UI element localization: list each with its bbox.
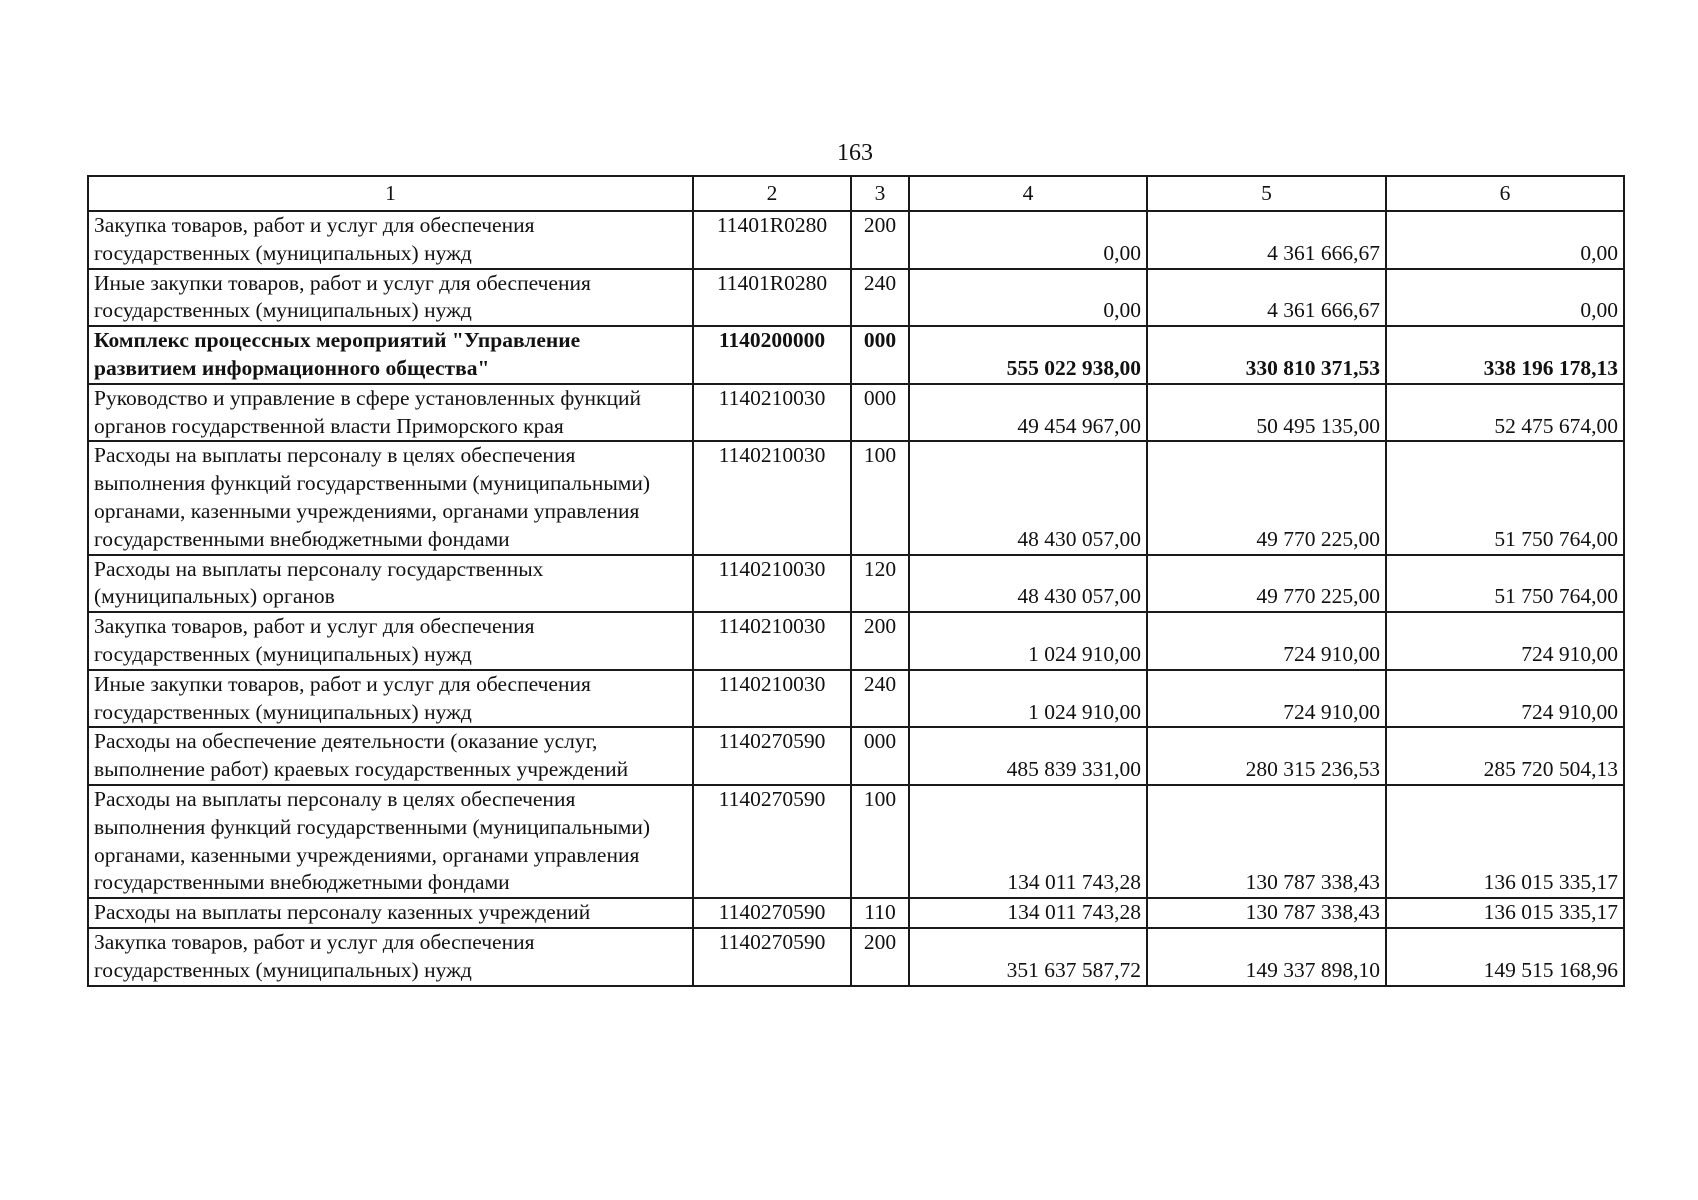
row-amount-col6-cell: 0,00 — [1386, 269, 1624, 327]
page-number: 163 — [837, 140, 873, 166]
row-amount-col6-cell: 136 015 335,17 — [1386, 785, 1624, 898]
row-expense-type-cell: 200 — [851, 211, 909, 269]
row-target-code-cell: 1140210030 — [693, 555, 851, 613]
table-row — [88, 269, 1624, 327]
row-amount-col5-cell: 49 770 225,00 — [1147, 441, 1386, 554]
row-expense-type-cell: 000 — [851, 384, 909, 442]
row-expense-type-cell: 240 — [851, 269, 909, 327]
row-name-cell: Комплекс процессных мероприятий "Управление развитием информационного общества" — [88, 326, 693, 384]
row-name-cell: Иные закупки товаров, работ и услуг для обеспечения государственных (муниципальных) нужд — [88, 269, 693, 327]
row-amount-col5-cell: 280 315 236,53 — [1147, 727, 1386, 785]
row-amount-col4-cell: 134 011 743,28 — [909, 785, 1147, 898]
row-amount-col5-cell: 724 910,00 — [1147, 612, 1386, 670]
row-amount-col6-cell: 338 196 178,13 — [1386, 326, 1624, 384]
row-name-cell: Расходы на выплаты персоналу в целях обеспечения выполнения функций государственными (муниципальными) органами, казенными учреждениями, органами управления государственными внебюджетными фондами — [88, 785, 693, 898]
column-header-2: 2 — [693, 176, 851, 211]
row-amount-col4-cell: 485 839 331,00 — [909, 727, 1147, 785]
row-expense-type-cell: 200 — [851, 928, 909, 986]
row-amount-col5-cell: 330 810 371,53 — [1147, 326, 1386, 384]
row-amount-col6-cell: 52 475 674,00 — [1386, 384, 1624, 442]
row-amount-col6-cell: 149 515 168,96 — [1386, 928, 1624, 986]
row-amount-col6-cell: 285 720 504,13 — [1386, 727, 1624, 785]
row-expense-type-cell: 000 — [851, 727, 909, 785]
row-expense-type-cell: 120 — [851, 555, 909, 613]
row-amount-col6-cell: 0,00 — [1386, 211, 1624, 269]
table-row — [88, 326, 1624, 384]
row-amount-col5-cell: 130 787 338,43 — [1147, 785, 1386, 898]
table-row — [88, 211, 1624, 269]
row-amount-col6-cell: 724 910,00 — [1386, 612, 1624, 670]
row-target-code-cell: 1140270590 — [693, 898, 851, 928]
row-amount-col6-cell: 51 750 764,00 — [1386, 555, 1624, 613]
row-amount-col4-cell: 49 454 967,00 — [909, 384, 1147, 442]
row-name-cell: Расходы на выплаты персоналу государственных (муниципальных) органов — [88, 555, 693, 613]
table-row — [88, 670, 1624, 728]
row-amount-col4-cell: 0,00 — [909, 211, 1147, 269]
column-header-3: 3 — [851, 176, 909, 211]
row-expense-type-cell: 240 — [851, 670, 909, 728]
row-target-code-cell: 11401R0280 — [693, 211, 851, 269]
row-amount-col5-cell: 50 495 135,00 — [1147, 384, 1386, 442]
column-header-4: 4 — [909, 176, 1147, 211]
row-amount-col4-cell: 1 024 910,00 — [909, 670, 1147, 728]
row-expense-type-cell: 200 — [851, 612, 909, 670]
row-amount-col5-cell: 4 361 666,67 — [1147, 211, 1386, 269]
row-target-code-cell: 1140270590 — [693, 785, 851, 898]
row-target-code-cell: 1140210030 — [693, 670, 851, 728]
row-expense-type-cell: 000 — [851, 326, 909, 384]
row-amount-col5-cell: 4 361 666,67 — [1147, 269, 1386, 327]
row-target-code-cell: 11401R0280 — [693, 269, 851, 327]
row-expense-type-cell: 110 — [851, 898, 909, 928]
row-name-cell: Иные закупки товаров, работ и услуг для обеспечения государственных (муниципальных) нужд — [88, 670, 693, 728]
row-name-cell: Закупка товаров, работ и услуг для обеспечения государственных (муниципальных) нужд — [88, 211, 693, 269]
table-header-row — [88, 176, 1624, 211]
row-amount-col4-cell: 48 430 057,00 — [909, 441, 1147, 554]
column-header-6: 6 — [1386, 176, 1624, 211]
row-target-code-cell: 1140210030 — [693, 612, 851, 670]
column-header-1: 1 — [88, 176, 693, 211]
row-amount-col6-cell: 136 015 335,17 — [1386, 898, 1624, 928]
row-amount-col5-cell: 149 337 898,10 — [1147, 928, 1386, 986]
table-row — [88, 384, 1624, 442]
table-row — [88, 555, 1624, 613]
row-amount-col6-cell: 51 750 764,00 — [1386, 441, 1624, 554]
row-amount-col4-cell: 48 430 057,00 — [909, 555, 1147, 613]
row-amount-col4-cell: 555 022 938,00 — [909, 326, 1147, 384]
row-target-code-cell: 1140270590 — [693, 727, 851, 785]
row-amount-col4-cell: 134 011 743,28 — [909, 898, 1147, 928]
row-target-code-cell: 1140270590 — [693, 928, 851, 986]
row-name-cell: Расходы на выплаты персоналу в целях обеспечения выполнения функций государственными (муниципальными) органами, казенными учреждениями, органами управления государственными внебюджетными фондами — [88, 441, 693, 554]
row-expense-type-cell: 100 — [851, 785, 909, 898]
table-row — [88, 727, 1624, 785]
row-name-cell: Расходы на выплаты персоналу казенных учреждений — [88, 898, 693, 928]
row-amount-col5-cell: 49 770 225,00 — [1147, 555, 1386, 613]
column-header-5: 5 — [1147, 176, 1386, 211]
row-amount-col4-cell: 351 637 587,72 — [909, 928, 1147, 986]
table-row — [88, 928, 1624, 986]
row-target-code-cell: 1140200000 — [693, 326, 851, 384]
row-target-code-cell: 1140210030 — [693, 441, 851, 554]
table-row — [88, 898, 1624, 928]
row-name-cell: Закупка товаров, работ и услуг для обеспечения государственных (муниципальных) нужд — [88, 928, 693, 986]
budget-table — [87, 175, 1625, 987]
table-row — [88, 441, 1624, 554]
row-name-cell: Расходы на обеспечение деятельности (оказание услуг, выполнение работ) краевых государственных учреждений — [88, 727, 693, 785]
row-amount-col6-cell: 724 910,00 — [1386, 670, 1624, 728]
row-name-cell: Руководство и управление в сфере установленных функций органов государственной власти Приморского края — [88, 384, 693, 442]
table-row — [88, 612, 1624, 670]
row-amount-col5-cell: 130 787 338,43 — [1147, 898, 1386, 928]
row-name-cell: Закупка товаров, работ и услуг для обеспечения государственных (муниципальных) нужд — [88, 612, 693, 670]
row-amount-col4-cell: 0,00 — [909, 269, 1147, 327]
row-expense-type-cell: 100 — [851, 441, 909, 554]
row-amount-col5-cell: 724 910,00 — [1147, 670, 1386, 728]
row-amount-col4-cell: 1 024 910,00 — [909, 612, 1147, 670]
row-target-code-cell: 1140210030 — [693, 384, 851, 442]
table-row — [88, 785, 1624, 898]
